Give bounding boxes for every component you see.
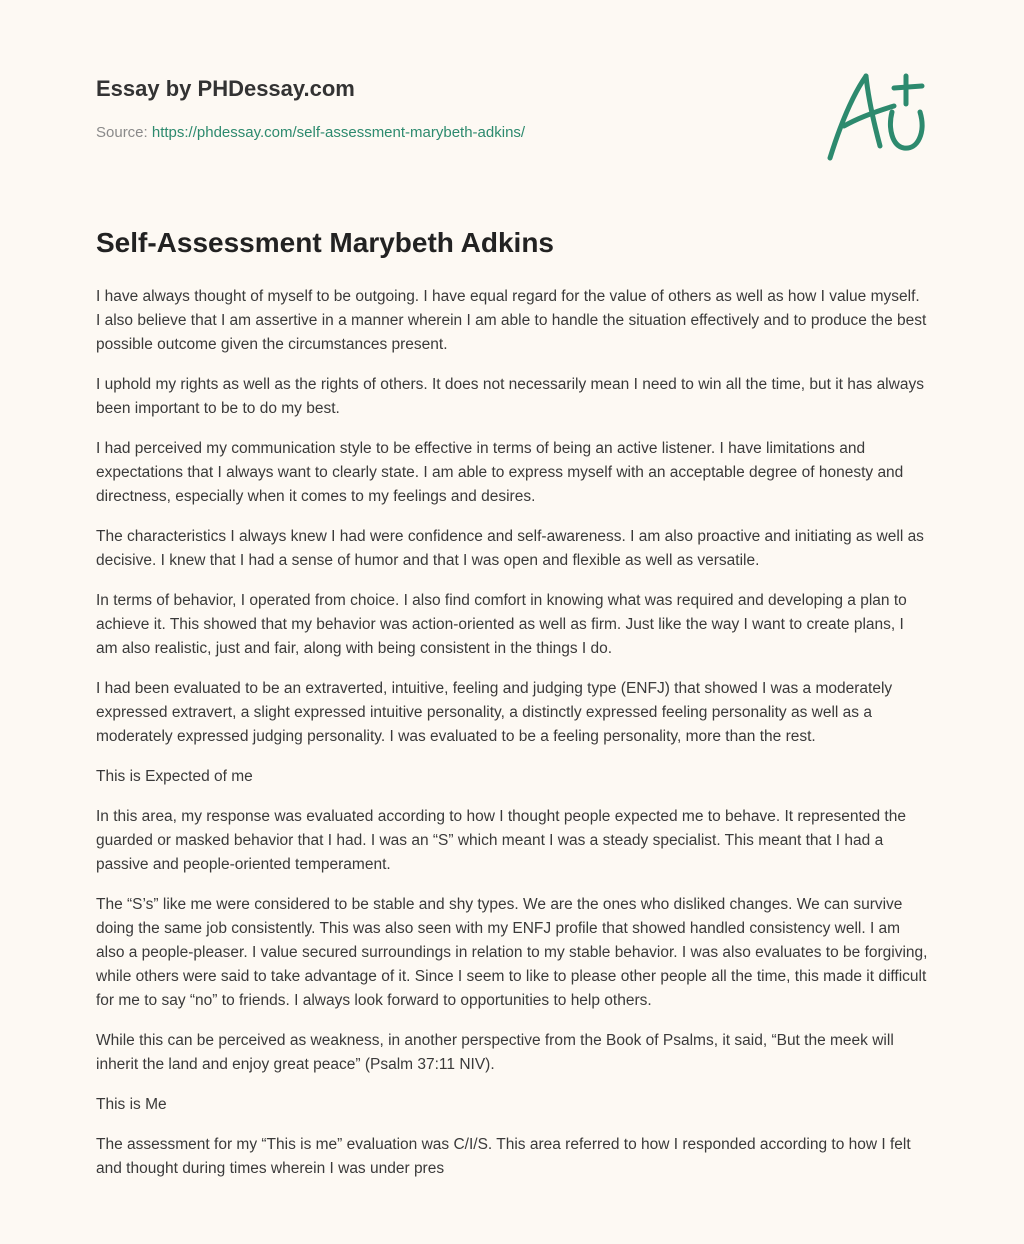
site-brand: Essay by PHDessay.com (96, 76, 355, 101)
essay-paragraph: I uphold my rights as well as the rights of others. It does not necessarily mean I need to win all the time, but it has always been important to be to do my best. (96, 376, 924, 417)
essay-paragraph: I had been evaluated to be an extraverted, intuitive, feeling and judging type (ENFJ) that showed I was a moderately expressed extravert, a slight expressed intuitive personality, a distinctly expressed feeling personality as well as a moderately expressed judging personality. I was evaluated to be a feeling personality, more than the rest. (96, 680, 893, 745)
section-heading-expected: This is Expected of me (96, 768, 253, 785)
a-plus-logo-icon (822, 66, 932, 166)
source-link[interactable]: https://phdessay.com/self-assessment-marybeth-adkins/ (151, 124, 526, 141)
essay-paragraph: I had perceived my communication style to be effective in terms of being an active listener. I have limitations and expectations that I always want to clearly state. I am able to express myself with an acceptable degree of honesty and directness, especially when it comes to my feelings and desires. (96, 440, 904, 505)
essay-paragraph: I have always thought of myself to be outgoing. I have equal regard for the value of others as well as how I value myself. I also believe that I am assertive in a manner wherein I am able to handle the situation effectively and to produce the best possible outcome given the circumstances present. (96, 288, 927, 353)
essay-paragraph: While this can be perceived as weakness, in another perspective from the Book of Psalms, it said, “But the meek will inherit the land and enjoy great peace” (Psalm 37:11 NIV). (96, 1032, 894, 1073)
section-heading-this-is-me: This is Me (96, 1096, 167, 1113)
essay-paragraph: The “S’s” like me were considered to be stable and shy types. We are the ones who disliked changes. We can survive doing the same job consistently. This was also seen with my ENFJ profile that showed handled consistency well. I am also a people-pleaser. I value secured surroundings in relation to my stable behavior. I was also evaluates to be forgiving, while others were said to take advantage of it. Since I seem to like to please other people all the time, this made it difficult for me to say “no” to friends. I always look forward to opportunities to help others. (96, 896, 928, 1009)
essay-paragraph: The characteristics I always knew I had were confidence and self-awareness. I am also proactive and initiating as well as decisive. I knew that I had a sense of humor and that I was open and flexible as well as versatile. (96, 528, 924, 569)
essay-body (96, 285, 928, 1197)
essay-paragraph: The assessment for my “This is me” evaluation was C/I/S. This area referred to how I responded according to how I felt and thought during times wherein I was under pres (96, 1136, 911, 1177)
essay-paragraph: In this area, my response was evaluated according to how I thought people expected me to behave. It represented the guarded or masked behavior that I had. I was an “S” which meant I was a steady specialist. This meant that I had a passive and people-oriented temperament. (96, 808, 906, 873)
essay-paragraph: In terms of behavior, I operated from choice. I also find comfort in knowing what was required and developing a plan to achieve it. This showed that my behavior was action-oriented as well as firm. Just like the way I want to create plans, I am also realistic, just and fair, along with being consistent in the things I do. (96, 592, 907, 657)
essay-title: Self-Assessment Marybeth Adkins (96, 227, 554, 258)
source-label: Source: (96, 124, 148, 141)
source-line (96, 124, 525, 141)
